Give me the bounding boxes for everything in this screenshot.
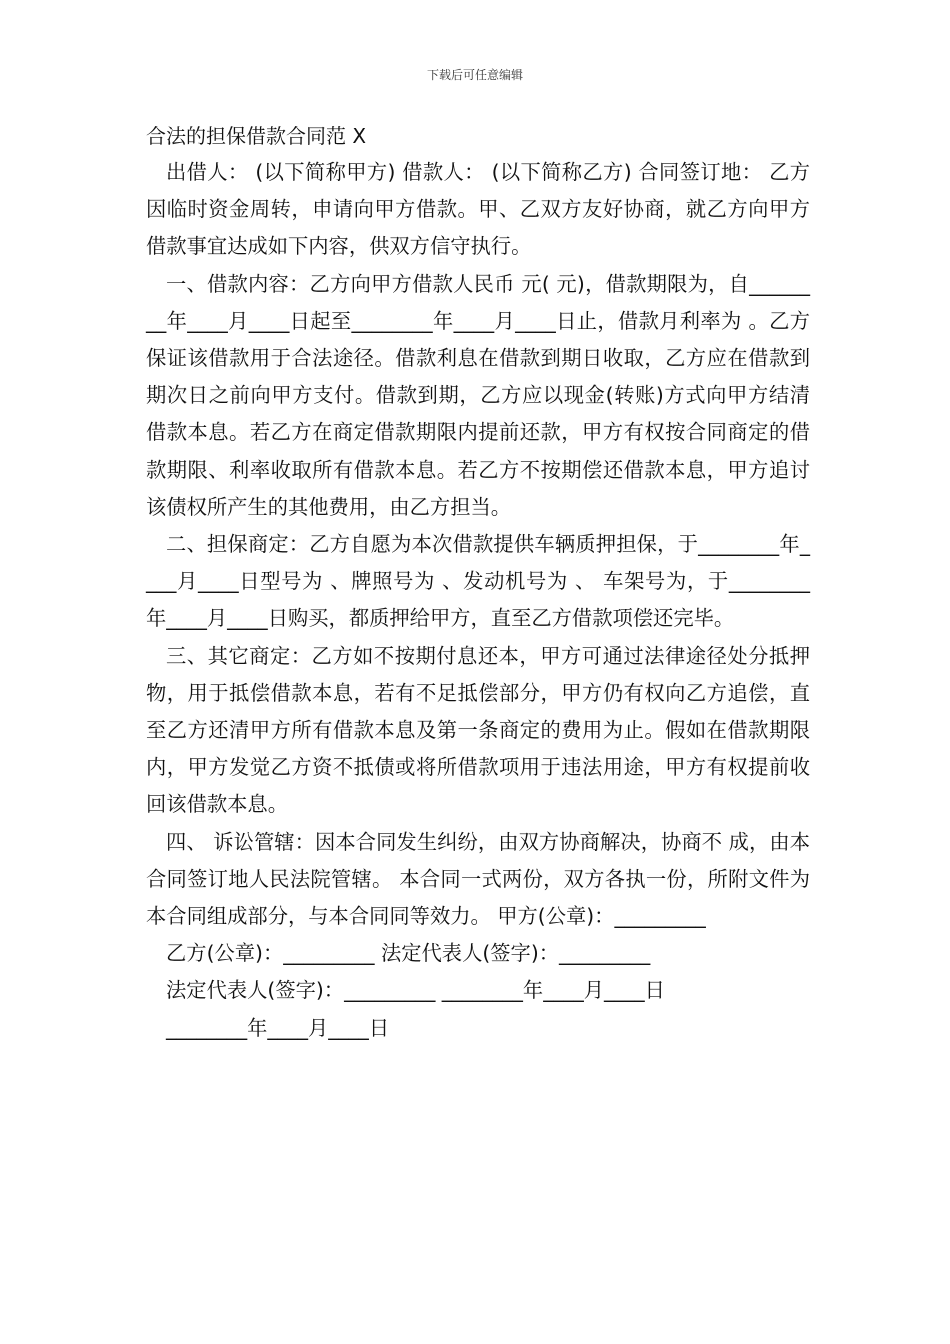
contract-document <box>146 118 810 1047</box>
signature-line: 乙方(公章)：_________ 法定代表人(签字)：_________ <box>166 941 651 966</box>
guarantee-paragraph: 二、担保商定：乙方自愿为本次借款提供车辆质押担保，于________年____月____日型号为 、牌照号为 、发动机号为 、 车架号为，于________年____月____日购买，都质押给甲方，直至乙方借款项偿还完毕。 <box>146 532 810 631</box>
loan-content-paragraph: 一、借款内容：乙方向甲方借款人民币 元( 元)，借款期限为，自________年____月____日起至________年____月____日止，借款月利率为 。乙方保证该借款用于合法途径。借款利息在借款到期日收取，乙方应在借款到期次日之前向甲方支付。借款到期，乙方应以现金(转账)方式向甲方结清借款本息。若乙方在商定借款期限内提前还款，甲方有权按合同商定的借款期限、利率收取所有借款本息。若乙方不按期偿还借款本息，甲方追讨该债权所产生的其他费用，由乙方担当。 <box>146 271 810 519</box>
contract-body <box>146 154 810 935</box>
parties-paragraph: 出借人： (以下简称甲方) 借款人： (以下简称乙方) 合同签订地： 乙方因临时资金周转，申请向甲方借款。甲、乙双方友好协商，就乙方向甲方借款事宜达成如下内容，供双方信守执行。 <box>146 160 810 259</box>
download-note: 下载后可任意编辑 <box>426 68 523 82</box>
jurisdiction-paragraph: 四、 诉讼管辖：因本合同发生纠纷，由双方协商解决，协商不 成，由本合同签订地人民法院管辖。 本合同一式两份，双方各执一份，所附文件为本合同组成部分，与本合同同等效力。 甲方(公章)：_________ <box>146 829 810 929</box>
document-title: 合法的担保借款合同范 X <box>146 124 367 148</box>
signature-line: 法定代表人(签字)：_________ ________年____月____日 <box>166 978 665 1003</box>
signature-block <box>146 935 810 1047</box>
other-terms-paragraph: 三、其它商定：乙方如不按期付息还本，甲方可通过法律途径处分抵押物，用于抵偿借款本息，若有不足抵偿部分，甲方仍有权向乙方追偿，直至乙方还清甲方所有借款本息及第一条商定的费用为止。假如在借款期限内，甲方发觉乙方资不抵债或将所借款项用于违法用途，甲方有权提前收回该借款本息。 <box>146 643 810 817</box>
signature-line: ________年____月____日 <box>166 1015 390 1040</box>
